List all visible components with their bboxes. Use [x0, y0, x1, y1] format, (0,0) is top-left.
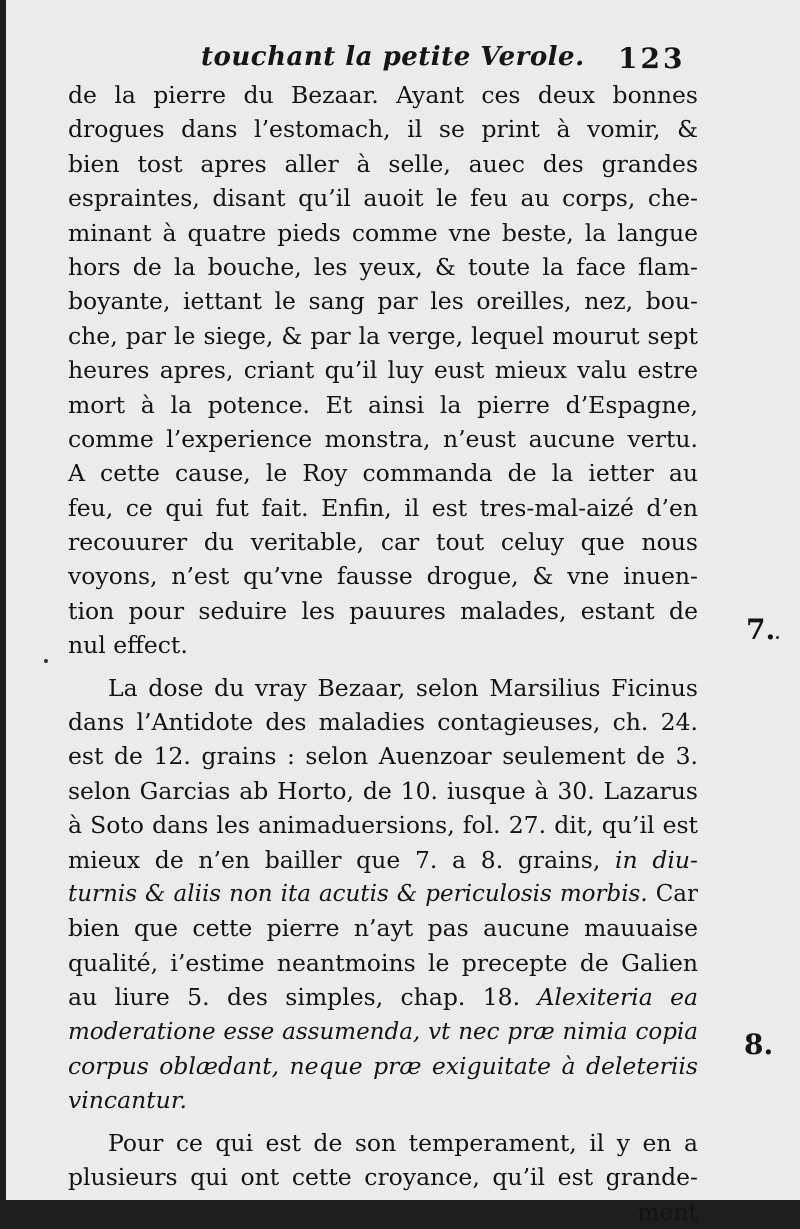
text-segment: La dose du vray Bezaar, selon Marsilius Ficinus: [108, 673, 698, 702]
text-segment: mieux de n’en bailler que 7. a 8. grains,: [68, 845, 616, 874]
book-page: [6, 0, 800, 1226]
text-segment: au liure 5. des simples, chap. 18.: [68, 983, 538, 1012]
text-segment: feu, ce qui fut fait. Enfin, il est tres-mal-aizé d’en: [68, 493, 698, 522]
text-segment: selon Garcias ab Horto, de 10. iusque à 30. Lazarus: [68, 776, 698, 805]
marginal-note-8: 8.: [744, 1028, 774, 1061]
text-line: [68, 1126, 698, 1160]
marginal-note-7: 7.: [746, 613, 776, 646]
page-header: [6, 42, 800, 82]
text-line: [68, 705, 698, 739]
body-text: [68, 78, 698, 1229]
text-line: [68, 491, 698, 525]
ink-speck: [44, 659, 48, 663]
text-segment: Pour ce qui est de son temperament, il y en a: [108, 1128, 698, 1157]
text-line: [68, 877, 698, 911]
text-segment: voyons, n’est qu’vne fausse drogue, & vne inuen-: [68, 562, 698, 591]
latin-quotation: corpus oblædant, neque præ exiguitate à deleteriis: [68, 1051, 698, 1080]
text-segment: espraintes, disant qu’il auoit le feu au corps, che-: [68, 184, 698, 213]
latin-quotation: turnis & aliis non ita acutis & periculosis morbis.: [68, 880, 648, 907]
text-line: [68, 628, 698, 662]
text-segment: est de 12. grains : selon Auenzoar seulement de 3.: [68, 742, 698, 771]
latin-quotation: moderatione esse assumenda, vt nec præ nimia copia: [68, 1018, 698, 1045]
latin-quotation: Alexiteria ea: [537, 983, 698, 1012]
text-line: [68, 388, 698, 422]
text-segment: minant à quatre pieds comme vne beste, la langue: [68, 218, 698, 247]
text-line: [68, 284, 698, 318]
text-segment: boyante, iettant le sang par les oreilles, nez, bou-: [68, 287, 698, 316]
text-segment: comme l’experience monstra, n’eust aucune vertu.: [68, 424, 698, 453]
text-segment: Car: [647, 880, 698, 907]
text-line: [68, 216, 698, 250]
text-segment: tion pour seduire les pauures malades, estant de: [68, 596, 698, 625]
text-line: [68, 181, 698, 215]
text-line: [68, 422, 698, 456]
text-segment: de la pierre du Bezaar. Ayant ces deux bonnes: [68, 81, 698, 109]
text-line: [68, 112, 698, 146]
text-segment: hors de la bouche, les yeux, & toute la face flam-: [68, 252, 698, 281]
text-line: [68, 1160, 698, 1194]
running-title: touchant la petite Verole.: [201, 42, 585, 72]
text-segment: qualité, i’estime neantmoins le precepte de Galien: [68, 948, 698, 977]
text-line: [68, 353, 698, 387]
text-line: [68, 250, 698, 284]
text-segment: heures apres, criant qu’il luy eust mieux valu estre: [68, 356, 698, 385]
latin-quotation: in diu-: [615, 845, 698, 874]
text-line: [68, 559, 698, 593]
text-line: [68, 456, 698, 490]
text-segment: bien que cette pierre n’ayt pas aucune mauuaise: [68, 914, 698, 943]
latin-quotation: vincantur.: [68, 1086, 187, 1115]
text-line: [68, 946, 698, 980]
text-segment: bien tost apres aller à selle, auec des grandes: [68, 149, 698, 178]
text-line: [68, 147, 698, 181]
text-line: [68, 774, 698, 808]
text-segment: à Soto dans les animaduersions, fol. 27. dit, qu’il est: [68, 811, 698, 840]
text-line: [68, 1015, 698, 1049]
text-line: [68, 525, 698, 559]
text-line: [68, 78, 698, 112]
text-line: [68, 739, 698, 773]
text-segment: che, par le siege, & par la verge, lequel mourut sept: [68, 321, 698, 350]
text-line: [68, 1049, 698, 1083]
page-number: 123: [618, 42, 686, 75]
text-line: [68, 980, 698, 1014]
ink-speck: [776, 636, 779, 639]
text-line: [68, 594, 698, 628]
text-segment: dans l’Antidote des maladies contagieuses, ch. 24.: [68, 708, 698, 737]
text-segment: A cette cause, le Roy commanda de la ietter au: [68, 459, 698, 488]
text-line: [68, 319, 698, 353]
text-segment: plusieurs qui ont cette croyance, qu’il est grande-: [68, 1163, 698, 1192]
text-line: [68, 843, 698, 877]
text-segment: nul effect.: [68, 631, 188, 660]
text-line: [68, 671, 698, 705]
text-segment: recouurer du veritable, car tout celuy que nous: [68, 528, 698, 557]
text-segment: drogues dans l’estomach, il se print à vomir, &: [68, 115, 698, 144]
text-line: [68, 911, 698, 945]
text-line: [68, 1083, 698, 1117]
text-line: [68, 808, 698, 842]
text-segment: mort à la potence. Et ainsi la pierre d’Espagne,: [68, 390, 698, 419]
catchword: ment: [637, 1197, 698, 1226]
